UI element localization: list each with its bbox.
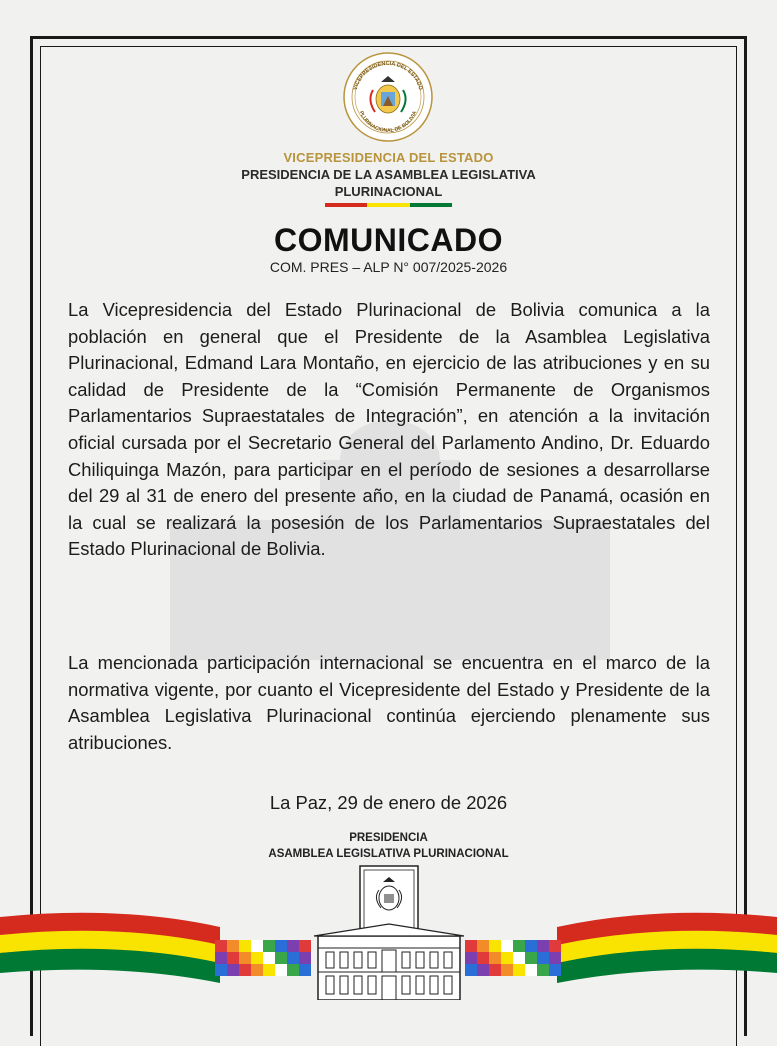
legislative-building-icon	[300, 862, 478, 1000]
document-title: COMUNICADO	[274, 222, 503, 258]
paragraph-2: La mencionada participación internacional se encuentra en el marco de la normativa vigente, por cuanto el Vicepresidente del Estado y Presidente de la Asamblea Legislativa Plurinacional continúa ejerciendo plenamente sus atribuciones.	[68, 652, 710, 753]
document-date: La Paz, 29 de enero de 2026	[269, 792, 508, 813]
signature-line-1: PRESIDENCIA	[349, 832, 428, 844]
paragraph-1: La Vicepresidencia del Estado Plurinacional de Bolivia comunica a la población en general que el Presidente de la Asamblea Legislativa Plurinacional, Edmand Lara Montaño, en ejercicio de las atribuciones y en su calidad de Presidente de la “Comisión Permanente de Organismos Parlamentarios Supraestatales de Integración”, en atención a la invitación oficial cursada por el Secretario General del Parlamento Andino, Dr. Eduardo Chiliquinga Mazón, para participar en el período de sesiones a desarrollarse del 29 al 31 de enero del presente año, en la ciudad de Panamá, ocasión en la cual se realizará la posesión de los Parlamentarios Supraestatales del Estado Plurinacional de Bolivia.	[68, 299, 710, 560]
header-line-vicepresidency: VICEPRESIDENCIA DEL ESTADO	[283, 150, 494, 165]
vicepresidency-seal	[343, 52, 433, 142]
header-line-plurinational: PLURINACIONAL	[334, 184, 443, 199]
signature-line-2: ASAMBLEA LEGISLATIVA PLURINACIONAL	[268, 848, 509, 860]
wiphala-right	[465, 940, 561, 976]
wiphala-left	[215, 940, 311, 976]
document-reference: COM. PRES – ALP N° 007/2025-2026	[269, 259, 508, 275]
bolivian-flag-stripe	[325, 203, 452, 207]
svg-text:VICEPRESIDENCIA DEL ESTADO: VICEPRESIDENCIA DEL ESTADO	[352, 60, 424, 91]
header-line-presidency: PRESIDENCIA DE LA ASAMBLEA LEGISLATIVA	[241, 167, 536, 182]
svg-text:PLURINACIONAL DE BOLIVIA: PLURINACIONAL DE BOLIVIA	[357, 110, 419, 135]
